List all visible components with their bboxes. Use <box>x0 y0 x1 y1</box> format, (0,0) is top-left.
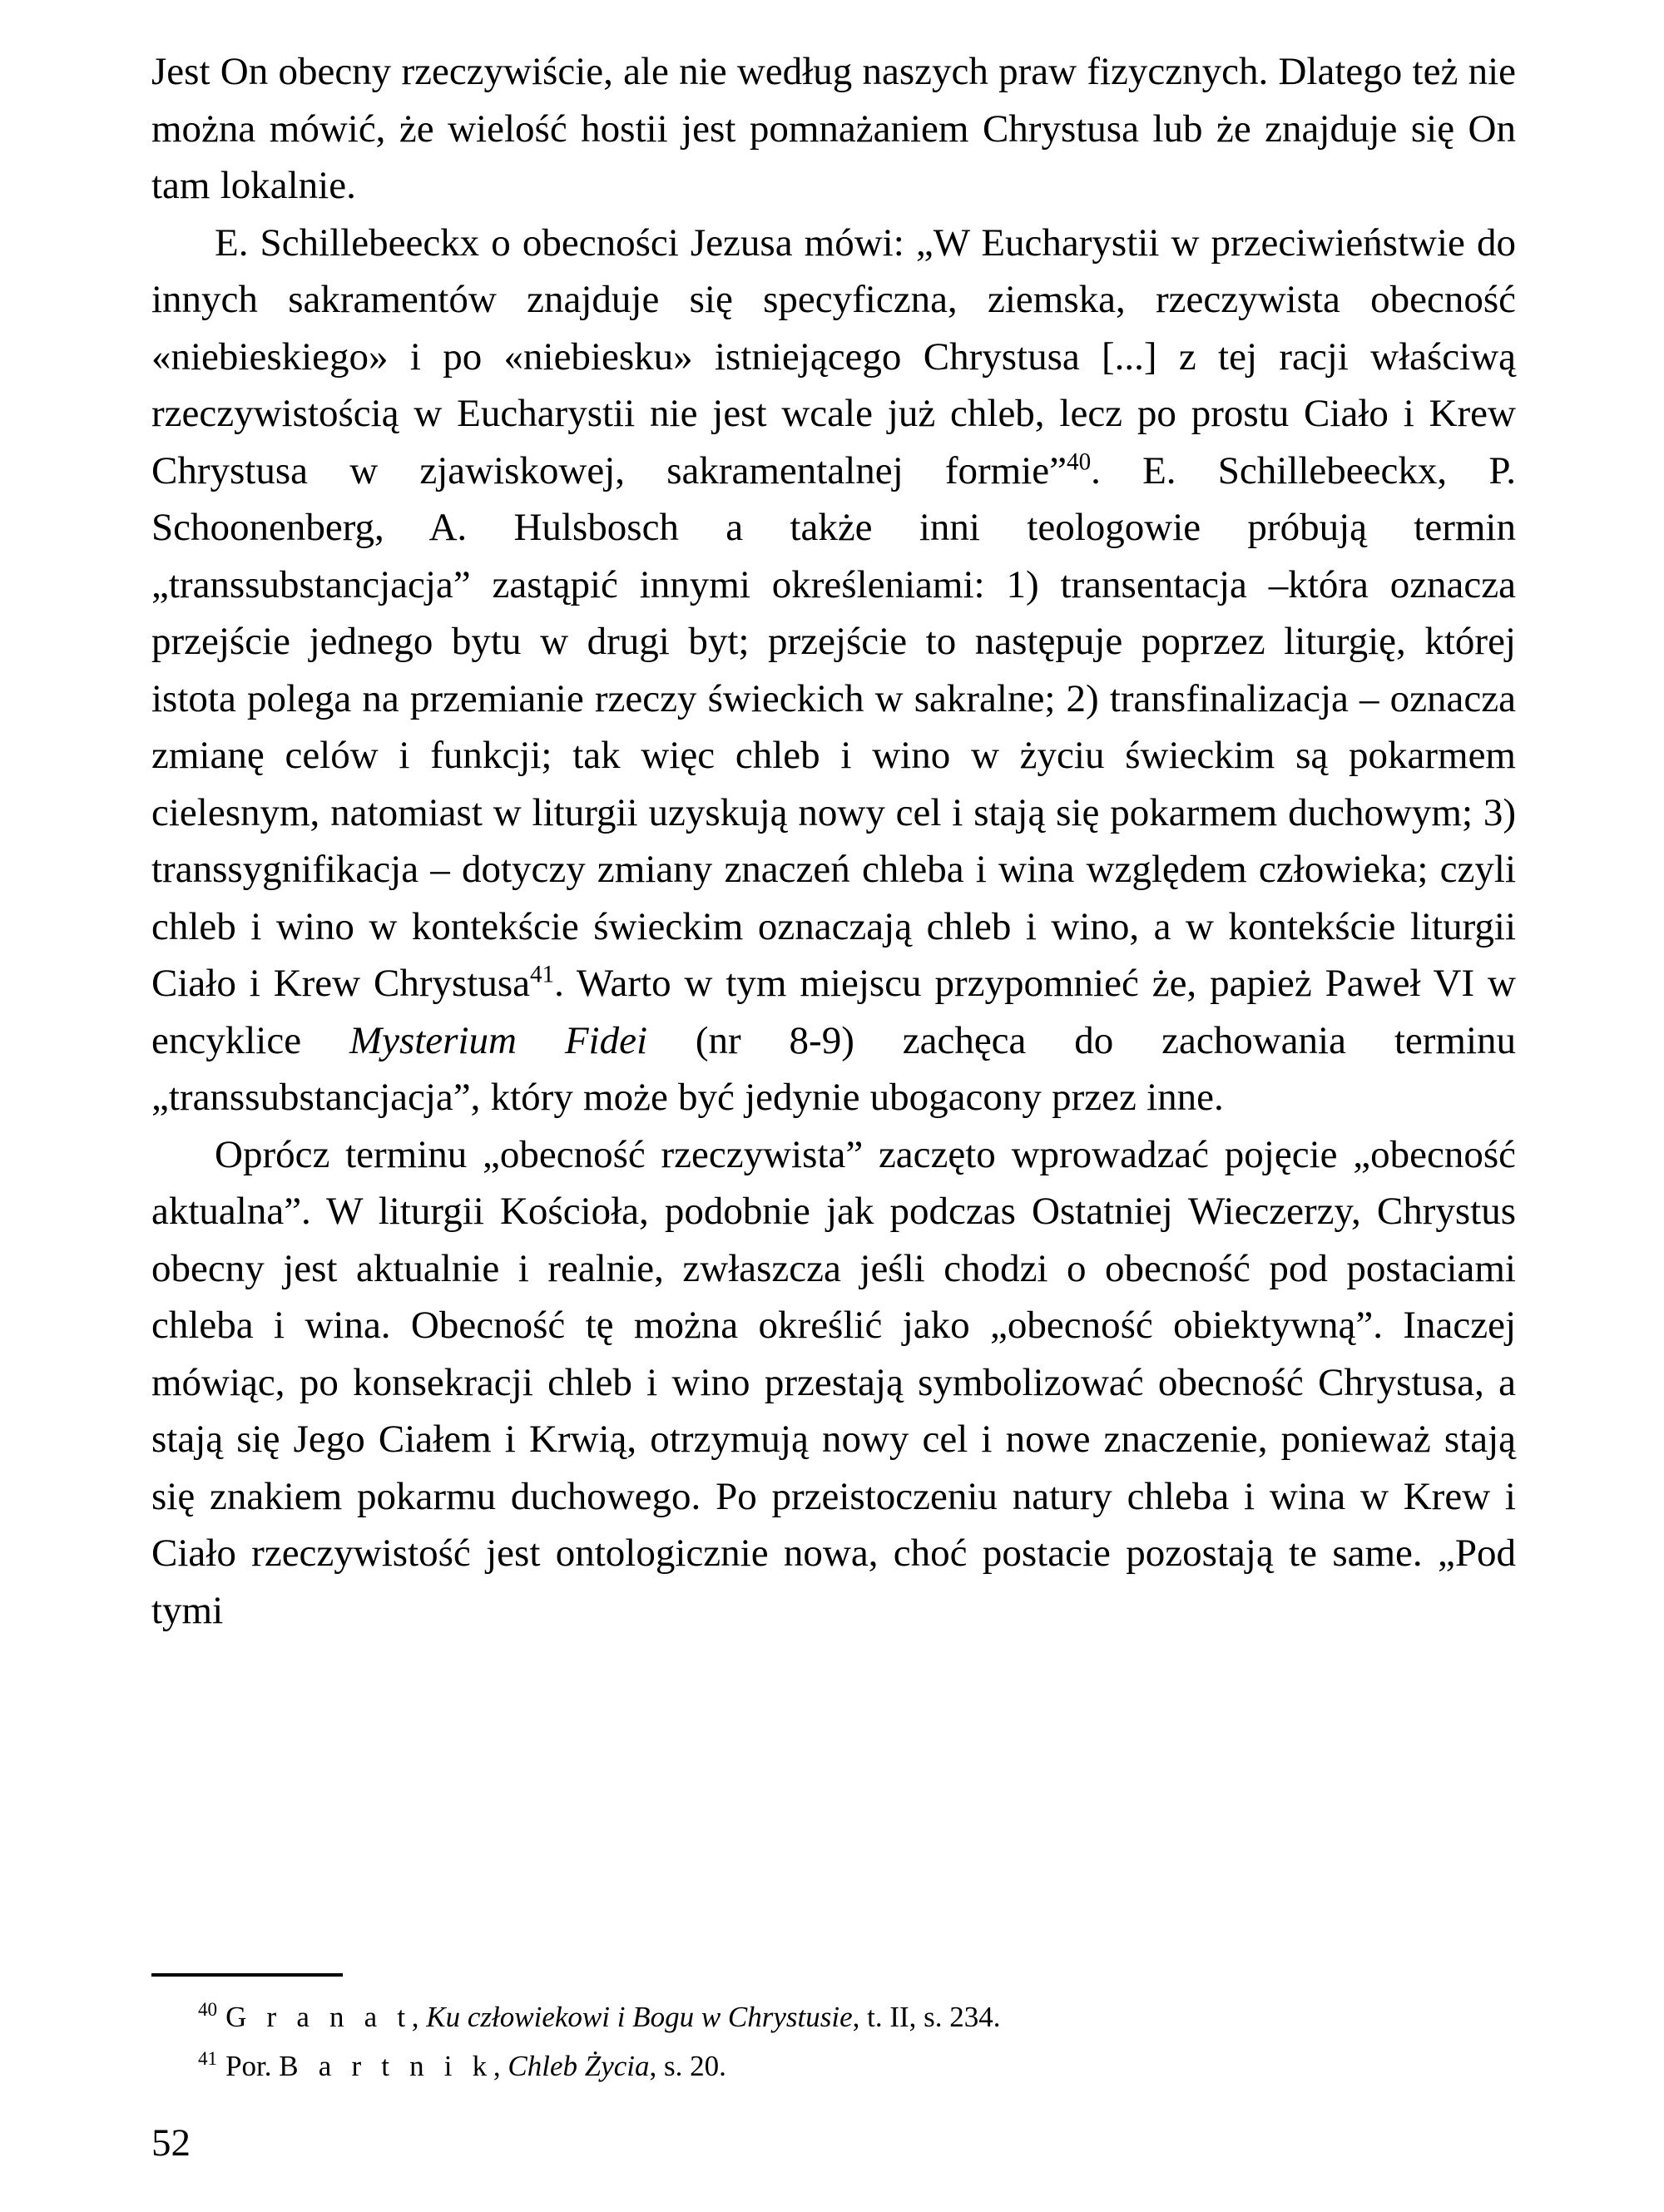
footnote-40-title: Ku człowiekowi i Bogu w Chrystusie <box>426 2001 853 2033</box>
footnote-41-prefix: Por. <box>225 2050 280 2082</box>
paragraph-2 <box>151 215 1516 1126</box>
footnotes-section <box>151 1995 1516 2093</box>
footnote-reference-40[interactable]: 40 <box>1067 448 1092 475</box>
footnote-reference-41[interactable]: 41 <box>530 961 555 988</box>
footnote-41-separator: , <box>493 2050 508 2082</box>
footnote-40-marker: 40 <box>198 1998 218 2021</box>
paragraph-2-segment-d: (nr 8-9) zachęca do zachowania terminu „transsubstancjacja”, który może być jedynie ubogacony przez inne. <box>151 1018 1516 1119</box>
paragraph-2-segment-a: E. Schillebeeckx o obecności Jezusa mówi: „W Eucharystii w przeciwieństwie do innych sakramentów znajduje się specyficzna, ziemska, rzeczywista obecność «niebieskiego» i po «niebiesku» istniejącego Chrystusa [...] z tej racji właściwą rzeczywistością w Eucharystii nie jest wcale już chleb, lecz po prostu Ciało i Krew Chrystusa w zjawiskowej, sakramentalnej formie” <box>151 220 1516 492</box>
paragraph-2-segment-c: . Warto w tym miejscu przypomnieć że, papież Paweł VI w encyklice <box>151 962 1516 1062</box>
paragraph-1: Jest On obecny rzeczywiście, ale nie według naszych praw fizycznych. Dlatego też nie można mówić, że wielość hostii jest pomnażaniem Chrystusa lub że znajduje się On tam lokalnie. <box>151 50 1516 207</box>
footnote-40-author: G r a n a t <box>225 2001 412 2033</box>
footnote-41-title: Chleb Życia <box>508 2050 650 2082</box>
encyclical-title: Mysterium Fidei <box>349 1018 648 1062</box>
footnote-41-marker: 41 <box>198 2047 218 2070</box>
paragraph-3: Oprócz terminu „obecność rzeczywista” zaczęto wprowadzać pojęcie „obecność aktualna”. W liturgii Kościoła, podobnie jak podczas Ostatniej Wieczerzy, Chrystus obecny jest aktualnie i realnie, zwłaszcza jeśli chodzi o obecność pod postaciami chleba i wina. Obecność tę można określić jako „obecność obiektywną”. Inaczej mówiąc, po konsekracji chleb i wino przestają symbolizować obecność Chrystusa, a stają się Jego Ciałem i Krwią, otrzymują nowy cel i nowe znaczenie, ponieważ stają się znakiem pokarmu duchowego. Po przeistoczeniu natury chleba i wina w Krew i Ciało rzeczywistość jest ontologicznie nowa, choć postacie pozostają te same. „Pod tymi <box>151 1132 1516 1632</box>
footnote-41-author: B a r t n i k <box>279 2050 493 2082</box>
page-number: 52 <box>151 2121 191 2165</box>
text-column <box>151 43 1516 1639</box>
footnote-41-tail: , s. 20. <box>649 2050 726 2082</box>
footnote-separator-rule <box>151 1973 343 1977</box>
footnote-40-separator: , <box>411 2001 427 2033</box>
footnote-40 <box>151 1995 1516 2039</box>
paragraph-2-segment-b: . E. Schillebeeckx, P. Schoonenberg, A. Hulsbosch a także inni teologowie próbują termin „transsubstancjacja” zastąpić innymi określeniami: 1) transentacja –która oznacza przejście jednego bytu w drugi byt; przejście to następuje poprzez liturgię, której istota polega na przemianie rzeczy świeckich w sakralne; 2) transfinalizacja – oznacza zmianę celów i funkcji; tak więc chleb i wino w życiu świeckim są pokarmem cielesnym, natomiast w liturgii uzyskują nowy cel i stają się pokarmem duchowym; 3) transsygnifikacja – dotyczy zmiany znaczeń chleba i wina względem człowieka; czyli chleb i wino w kontekście świeckim oznaczają chleb i wino, a w kontekście liturgii Ciało i Krew Chrystusa <box>151 448 1516 1005</box>
footnote-41 <box>151 2044 1516 2088</box>
footnote-40-tail: , t. II, s. 234. <box>852 2001 1001 2033</box>
